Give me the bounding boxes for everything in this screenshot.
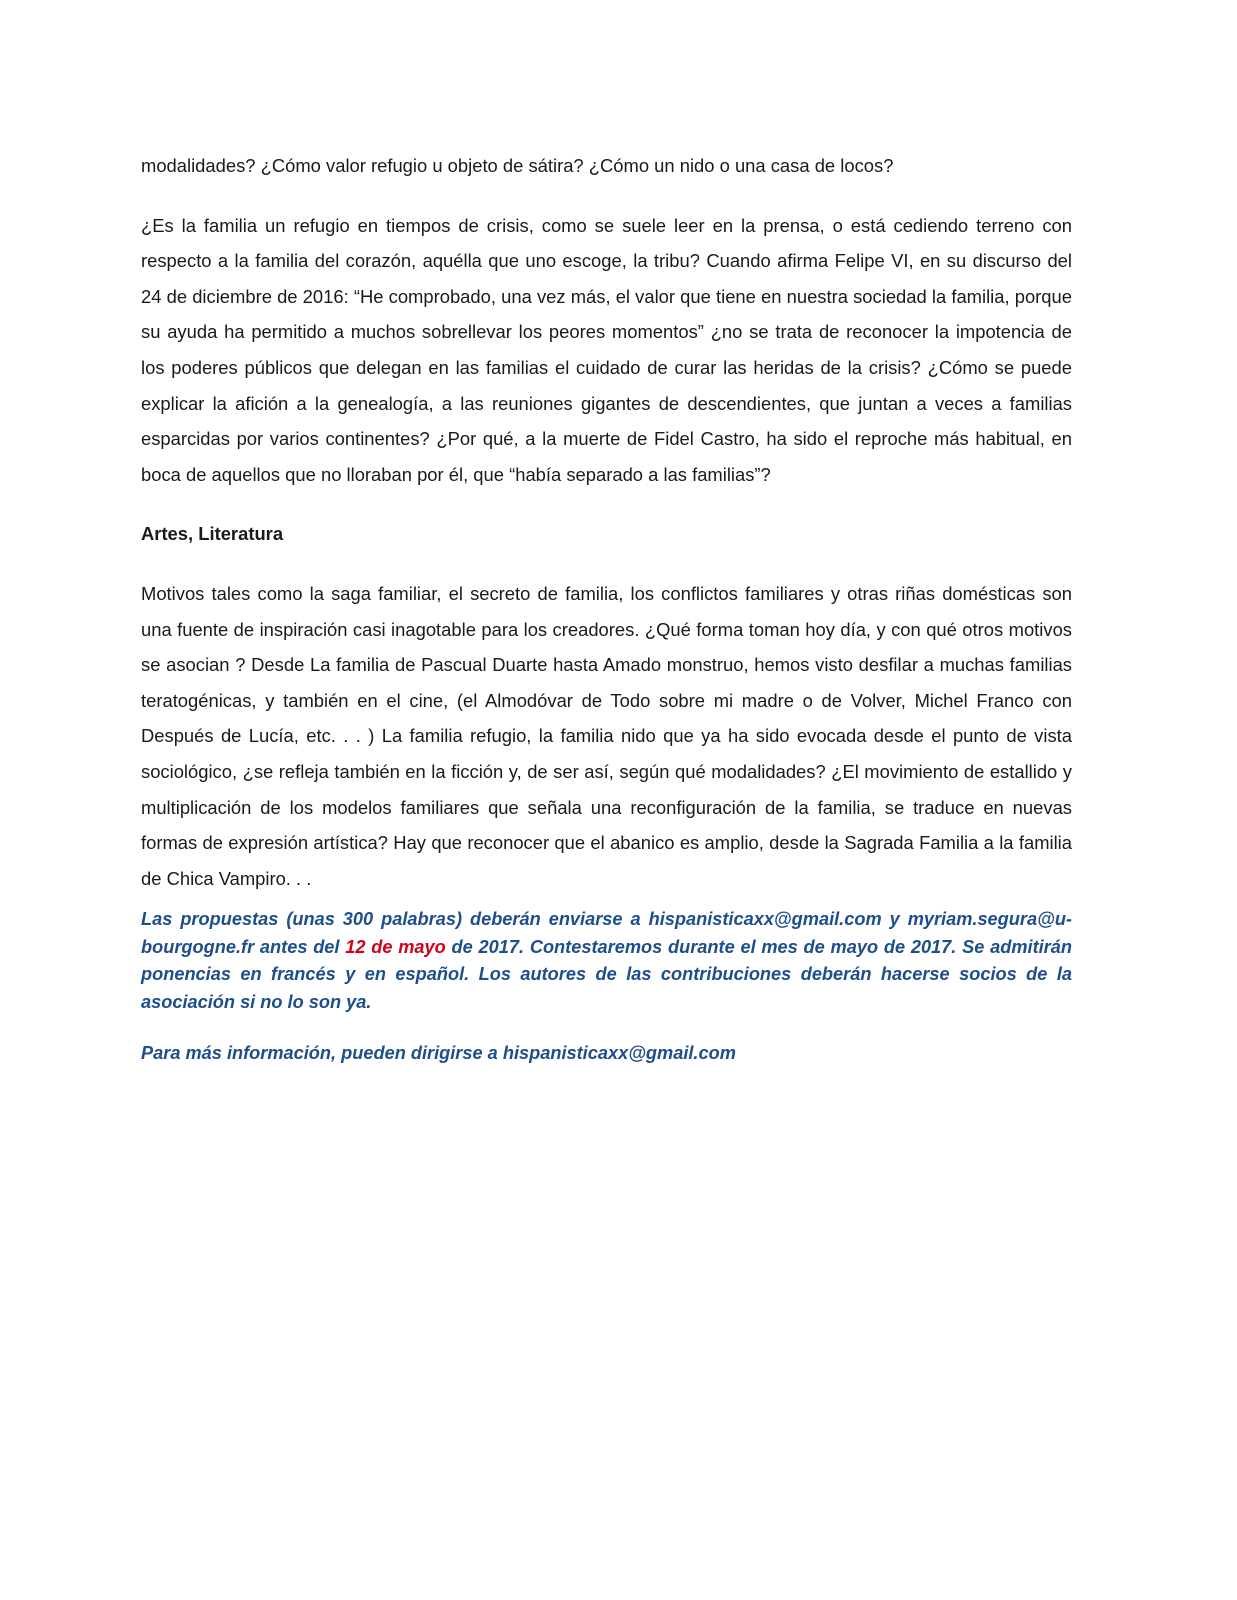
paragraph-family-crisis: ¿Es la familia un refugio en tiempos de crisis, como se suele leer en la prensa, o está cediendo terreno con respecto a la familia del corazón, aquélla que uno escoge, la tribu? Cuando afirma Felipe VI, en su discurso del 24 de diciembre de 2016: “He comprobado, una vez más, el valor que tiene en nuestra sociedad la familia, porque su ayuda ha permitido a muchos sobrellevar los peores momentos” ¿no se trata de reconocer la impotencia de los poderes públicos que delegan en las familias el cuidado de curar las heridas de la crisis? ¿Cómo se puede explicar la afición a la genealogía, a las reuniones gigantes de descendientes, que juntan a veces a familias esparcidas por varios continentes? ¿Por qué, a la muerte de Fidel Castro, ha sido el reproche más habitual, en boca de aquellos que no lloraban por él, que “había separado a las familias”? xyxy=(141,214,1072,485)
paragraph-arts-literature: Motivos tales como la saga familiar, el secreto de familia, los conflictos familiares y otras riñas domésticas son una fuente de inspiración casi inagotable para los creadores. ¿Qué forma toman hoy día, y con qué otros motivos se asocian ? Desde La familia de Pascual Duarte hasta Amado monstruo, hemos visto desfilar a muchas familias teratogénicas, y también en el cine, (el Almodóvar de Todo sobre mi madre o de Volver, Michel Franco con Después de Lucía, etc. . . ) La familia refugio, la familia nido que ya ha sido evocada desde el punto de vista sociológico, ¿se refleja también en la ficción y, de ser así, según qué modalidades? ¿El movimiento de estallido y multiplicación de los modelos familiares que señala una reconfiguración de la familia, se traduce en nuevas formas de expresión artística? Hay que reconocer que el abanico es amplio, desde la Sagrada Familia a la familia de Chica Vampiro. . . xyxy=(141,582,1072,889)
call-for-papers xyxy=(141,906,1072,1016)
call-text-after-date: de 2017. Contestaremos durante el mes de mayo de 2017. Se admitirán ponencias en francés y en español. Los autores de las contribuciones deberán hacerse socios de la asociación si no lo son ya. xyxy=(141,936,1072,1013)
section-heading-arts-literature: Artes, Literatura xyxy=(141,523,284,545)
paragraph-intro-end: modalidades? ¿Cómo valor refugio u objeto de sátira? ¿Cómo un nido o una casa de locos? xyxy=(141,155,894,176)
deadline-date: 12 de mayo xyxy=(345,936,446,957)
document-page xyxy=(141,148,1072,1067)
more-info-line: Para más información, pueden dirigirse a hispanisticaxx@gmail.com xyxy=(141,1042,736,1063)
call-text-before-date: Las propuestas (unas 300 palabras) deberán enviarse a hispanisticaxx@gmail.com y myriam.segura@u-bourgogne.fr antes del xyxy=(141,909,1072,957)
